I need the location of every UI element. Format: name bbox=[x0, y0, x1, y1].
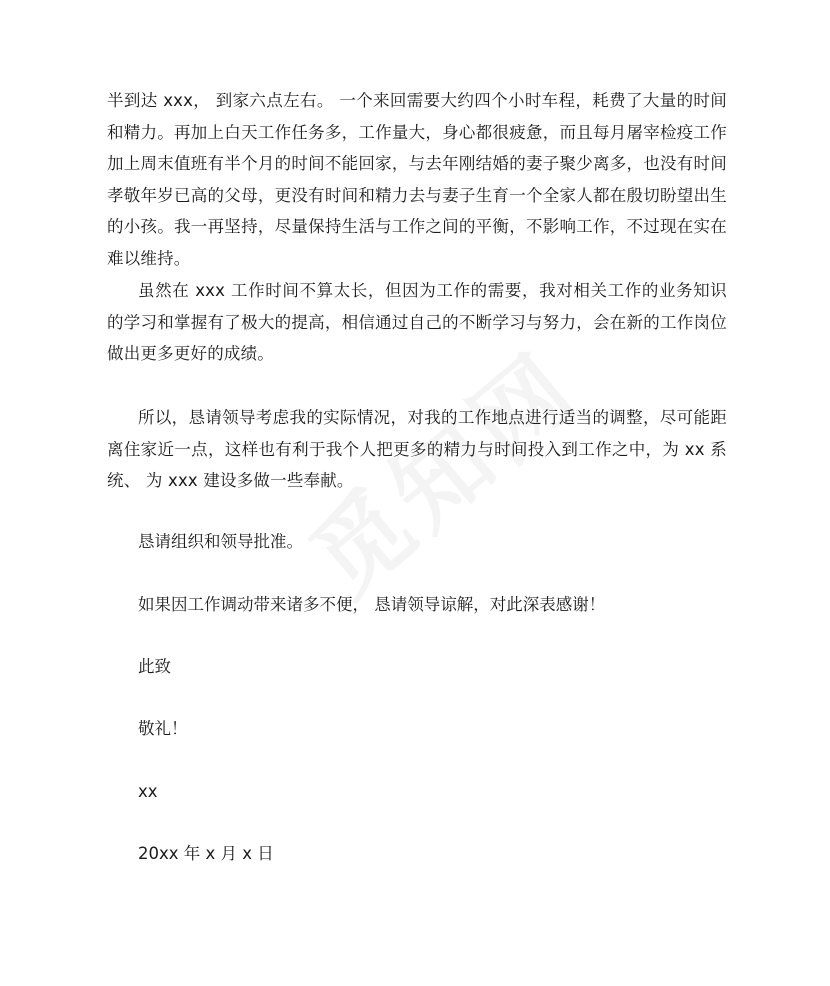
paragraph-request-adjustment: 所以，恳请领导考虑我的实际情况，对我的工作地点进行适当的调整，尽可能距离住家近一点，这样也有利于我个人把更多的精力与时间投入到工作之中，为 xx 系统、 为 xxx 建设多做一些奉献。 bbox=[107, 408, 727, 490]
request-approval-line: 恳请组织和领导批准。 bbox=[138, 532, 303, 551]
paragraph-commute: 半到达 xxx， 到家六点左右。 一个来回需要大约四个小时车程，耗费了大量的时间和精力。再加上白天工作任务多，工作量大，身心都很疲惫，而且每月屠宰检疫工作加上周末值班有半个月的时间不能回家，与去年刚结婚的妻子聚少离多，也没有时间孝敬年岁已高的父母，更没有时间和精力去与妻子生育一个全家人都在殷切盼望出生的小孩。我一再坚持，尽量保持生活与工作之间的平衡，不影响工作，不过现在实在难以维持。 bbox=[107, 91, 727, 268]
date-line: 20xx 年 x 月 x 日 bbox=[138, 844, 274, 863]
signature: xx bbox=[138, 782, 158, 801]
closing-greeting: 此致 bbox=[138, 657, 171, 676]
paragraph-experience: 虽然在 xxx 工作时间不算太长，但因为工作的需要，我对相关工作的业务知识的学习和掌握有了极大的提高，相信通过自己的不断学习与努力，会在新的工作岗位做出更多更好的成绩。 bbox=[107, 281, 727, 363]
apology-line: 如果因工作调动带来诸多不便， 恳请领导谅解，对此深表感谢！ bbox=[138, 595, 606, 614]
closing-salute: 敬礼！ bbox=[138, 719, 188, 738]
